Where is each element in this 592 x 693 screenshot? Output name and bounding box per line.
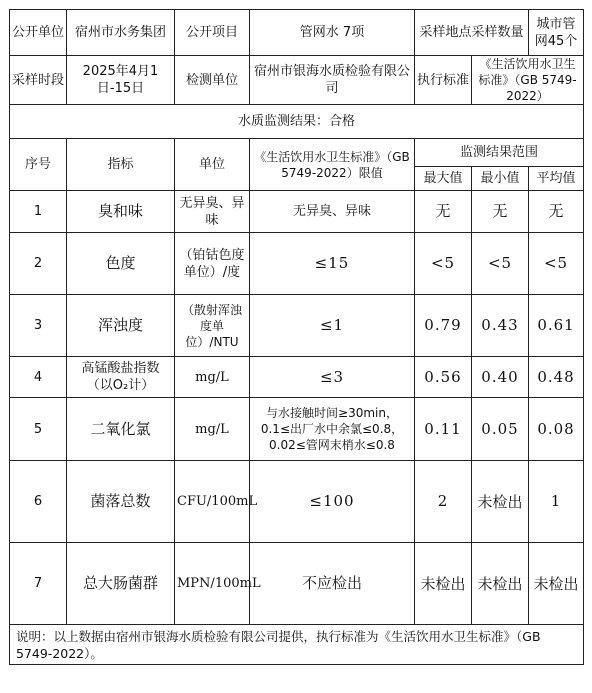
table-row (10, 233, 584, 295)
row-no: 3 (10, 295, 67, 357)
lab-label: 检测单位 (175, 56, 250, 105)
row-limit: ≤1 (250, 295, 415, 357)
row-indicator: 高锰酸盐指数（以O₂计） (67, 357, 175, 398)
row-min: 0.43 (472, 295, 529, 357)
standard-value: 《生活饮用水卫生标准》（GB 5749-2022） (472, 56, 584, 105)
header-row-1 (10, 10, 584, 56)
row-indicator: 二氧化氯 (67, 398, 175, 461)
row-min: 0.40 (472, 357, 529, 398)
row-limit: 无异臭、异味 (250, 191, 415, 233)
column-header-row-1 (10, 139, 584, 167)
row-avg: 0.48 (529, 357, 584, 398)
result-text: 水质监测结果：合格 (10, 105, 584, 139)
row-min: <5 (472, 233, 529, 295)
sampling-label: 采样地点采样数量 (415, 10, 529, 56)
row-limit: 与水接触时间≥30min，0.1≤出厂水中余氯≤0.8，0.02≤管网末梢水≤0.8 (250, 398, 415, 461)
row-limit: ≤100 (250, 461, 415, 543)
table-row (10, 398, 584, 461)
col-min: 最小值 (472, 167, 529, 191)
col-max: 最大值 (415, 167, 472, 191)
note-row (10, 625, 584, 665)
publisher-label: 公开单位 (10, 10, 67, 56)
row-limit: 不应检出 (250, 543, 415, 625)
publisher-value: 宿州市水务集团 (67, 10, 175, 56)
row-max: 0.11 (415, 398, 472, 461)
row-limit: ≤3 (250, 357, 415, 398)
table-row (10, 461, 584, 543)
row-min: 0.05 (472, 398, 529, 461)
row-max: 无 (415, 191, 472, 233)
row-avg: 0.08 (529, 398, 584, 461)
row-avg: <5 (529, 233, 584, 295)
row-unit: （铂钴色度单位）/度 (175, 233, 250, 295)
row-min: 无 (472, 191, 529, 233)
row-no: 5 (10, 398, 67, 461)
col-limit: 《生活饮用水卫生标准》（GB 5749-2022）限值 (250, 139, 415, 191)
lab-value: 宿州市银海水质检验有限公司 (250, 56, 415, 105)
row-limit: ≤15 (250, 233, 415, 295)
row-max: 0.79 (415, 295, 472, 357)
row-max: <5 (415, 233, 472, 295)
note-text: 说明：以上数据由宿州市银海水质检验有限公司提供，执行标准为《生活饮用水卫生标准》（GB 5749-2022）。 (10, 625, 584, 665)
table-row (10, 295, 584, 357)
sampling-value: 城市管网45个 (529, 10, 584, 56)
result-row (10, 105, 584, 139)
row-no: 1 (10, 191, 67, 233)
col-indicator: 指标 (67, 139, 175, 191)
row-no: 6 (10, 461, 67, 543)
table-row (10, 543, 584, 625)
col-unit: 单位 (175, 139, 250, 191)
row-indicator: 色度 (67, 233, 175, 295)
water-quality-table (9, 9, 584, 665)
col-no: 序号 (10, 139, 67, 191)
row-max: 2 (415, 461, 472, 543)
row-unit: 无异臭、异味 (175, 191, 250, 233)
table-row (10, 357, 584, 398)
row-no: 2 (10, 233, 67, 295)
row-no: 7 (10, 543, 67, 625)
period-label: 采样时段 (10, 56, 67, 105)
row-indicator: 浑浊度 (67, 295, 175, 357)
standard-label: 执行标准 (415, 56, 472, 105)
row-unit: MPN/100mL (175, 543, 250, 625)
row-max: 0.56 (415, 357, 472, 398)
row-avg: 未检出 (529, 543, 584, 625)
row-indicator: 菌落总数 (67, 461, 175, 543)
table-row (10, 191, 584, 233)
row-avg: 无 (529, 191, 584, 233)
row-unit: mg/L (175, 357, 250, 398)
item-label: 公开项目 (175, 10, 250, 56)
col-range: 监测结果范围 (415, 139, 584, 167)
row-avg: 0.61 (529, 295, 584, 357)
row-min: 未检出 (472, 461, 529, 543)
col-avg: 平均值 (529, 167, 584, 191)
row-min: 未检出 (472, 543, 529, 625)
item-value: 管网水 7项 (250, 10, 415, 56)
row-no: 4 (10, 357, 67, 398)
period-value: 2025年4月1日-15日 (67, 56, 175, 105)
row-indicator: 臭和味 (67, 191, 175, 233)
row-unit: CFU/100mL (175, 461, 250, 543)
row-max: 未检出 (415, 543, 472, 625)
row-unit: （散射浑浊度单位）/NTU (175, 295, 250, 357)
row-avg: 1 (529, 461, 584, 543)
header-row-2 (10, 56, 584, 105)
row-indicator: 总大肠菌群 (67, 543, 175, 625)
row-unit: mg/L (175, 398, 250, 461)
